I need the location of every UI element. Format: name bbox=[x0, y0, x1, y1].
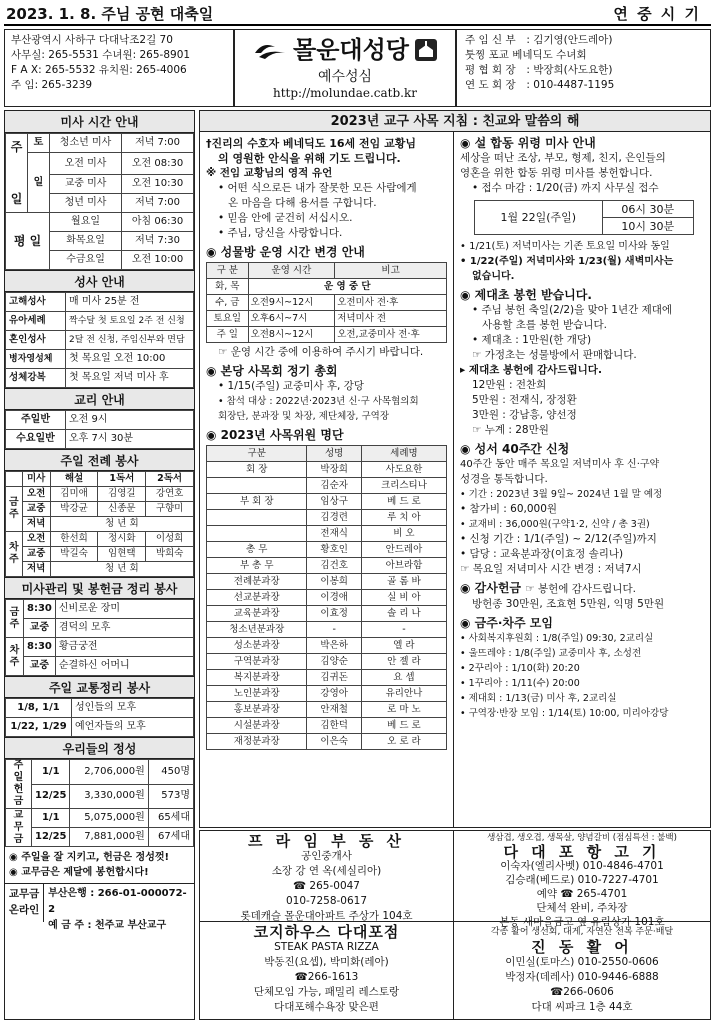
church-contact bbox=[4, 29, 234, 107]
roster-table bbox=[206, 445, 447, 750]
catechism-title: 교리 안내 bbox=[5, 388, 194, 410]
catechism-table: 주일반 오전 9시 수요일반 오후 7시 30분 bbox=[5, 410, 194, 449]
table-row: 노인분과장 강영아 유리안나 bbox=[207, 686, 447, 702]
table-row: 전례분과장 이봉희 골 롬 바 bbox=[207, 574, 447, 590]
table-row: 김경련 루 치 아 bbox=[207, 510, 447, 526]
roster-title: ◉ 2023년 사목위원 명단 bbox=[206, 428, 344, 442]
diocese-theme: 2023년 교구 사목 지침 : 친교와 말씀의 해 bbox=[199, 110, 711, 132]
offering-title: 우리들의 정성 bbox=[5, 737, 194, 759]
table-row: 총 무 황호인 안드레아 bbox=[207, 542, 447, 558]
store-hours-table: 구 분 운영 시간 비고 화, 목 운 영 중 단 수, 금 오전9시~12시 오전미사 전·후 토요일 오후6시~7시 저녁미사 전 주 일 오전8시~12시 오전,교중미사 전·후 bbox=[206, 262, 447, 343]
top-bar bbox=[4, 4, 711, 26]
phone-office: 사무실: 265-5531 수녀원: 265-8901 bbox=[11, 49, 191, 61]
ad-dadaepo-meat: 생삼겹, 생오겹, 생목살, 양념갈비 (점심특선 : 불백) 다 대 포 항 고 기 이숙자(엘리사벳) 010-4846-4701 김승래(베드로) 010-7227-4701 예약 ☎ 265-4701 단체석 완비, 주차장 본동 새마을금고 옆 유림상가 101호 bbox=[454, 830, 711, 922]
meetings-title: ◉ 금주·차주 모임 bbox=[460, 616, 553, 630]
ad-prime-realty: 프 라 임 부 동 산 공인중개사 소장 강 연 옥(세실리아) ☎ 265-0047 010-7258-0617 롯데캐슬 몰운대아파트 주상가 104호 bbox=[199, 830, 454, 922]
meeting-title: ◉ 본당 사목회 정기 총회 bbox=[206, 364, 338, 378]
church-officers: 주 임 신 부 : 김기영(안드레아) 툿찡 포교 베네딕도 수녀회 평 협 회 장 : 박장희(사도요한) 연 도 회 장 : 010-4487-1195 bbox=[456, 29, 711, 107]
table-row: 복지분과장 김귀돈 요 셉 bbox=[207, 670, 447, 686]
church-subtitle: 예수성심 bbox=[317, 68, 373, 85]
flower-title: 미사관리 및 봉헌금 정리 봉사 bbox=[5, 577, 194, 599]
table-row: 홍보분과장 안재철 로 마 노 bbox=[207, 702, 447, 718]
altar-title: 주일 전례 봉사 bbox=[5, 449, 194, 471]
swirl-logo-icon bbox=[253, 39, 287, 61]
liturgical-season: 연 중 시 기 bbox=[613, 5, 701, 23]
address: 부산광역시 사하구 다대낙조2길 70 bbox=[11, 34, 173, 46]
table-row: 회 장 박장희 사도요한 bbox=[207, 462, 447, 478]
table-row: 구역분과장 김양순 안 젤 라 bbox=[207, 654, 447, 670]
table-row: 시설분과장 김한덕 베 드 로 bbox=[207, 718, 447, 734]
table-row: 전재식 비 오 bbox=[207, 526, 447, 542]
store-hours-title: ◉ 성물방 운영 시간 변경 안내 bbox=[206, 245, 365, 259]
altar-candle-title: ◉ 제대초 봉헌 받습니다. bbox=[460, 288, 592, 302]
table-row: 재정분과장 이은숙 오 로 라 bbox=[207, 734, 447, 750]
memorial-mass-title: ◉ 설 합동 위령 미사 안내 bbox=[460, 136, 596, 150]
church-url[interactable]: http://molundae.catb.kr bbox=[272, 85, 418, 100]
sacrament-title: 성사 안내 bbox=[5, 270, 194, 292]
right-column: ◉ 설 합동 위령 미사 안내 세상을 떠난 조상, 부모, 형제, 친지, 은인들의 영혼을 위한 합동 위령 미사를 봉헌합니다. • 접수 마감 : 1/20(금) 까지 사무실 접수 1월 22일(주일) 06시 30분 10시 30분 • 1/21(토) 저녁미사는 기존 토요일 미사와 동일 • 1/22(주일) 저녁미사와 1/23(월) 새벽미사는 없습니다. ◉ 제대초 봉헌 받습니다. • 주님 봉헌 축일(2/2)을 맞아 1년간 제대에 사용할 초를 봉헌 받습니다. • 제대초 : 1만원(한 개당) ☞ 가정초는 성물방에서 판매합니다. ▸ 제대초 봉헌에 감사드립니다. 12만원 : 전찬희 5만원 : 전재식, 장정환 3만원 : 강남흥, 양선정 ☞ 누계 : 28만원 ◉ 성서 40주간 신청 40주간 동안 매주 목요일 저녁미사 후 신·구약 성경을 통독합니다. • 기간 : 2023년 3월 9일~ 2024년 1월 말 예정 • 참가비 : 60,000원 • 교재비 : 36,000원(구약1·2, 신약 / 총 3권) • 신청 기간 : 1/1(주일) ~ 2/12(주일)까지 • 담당 : 교육분과장(이효정 솔리나) ☞ 목요일 저녁미사 시간 변경 : 저녁7시 ◉ 감사헌금 ☞ 봉헌에 감사드립니다. 방헌종 30만원, 조효현 5만원, 익명 5만원 ◉ 금주·차주 모임 • 사회복지후원회 : 1/8(주일) 09:30, 2교리실 • 울뜨레야 : 1/8(주일) 교중미사 후, 소성전 • 2꾸리아 : 1/10(화) 20:20 • 1꾸리아 : 1/11(수) 20:00 • 제대회 : 1/13(금) 미사 후, 2교리실 • 구역장·반장 모임 : 1/14(토) 10:00, 미리아강당 bbox=[454, 132, 711, 828]
memorial-mass-times: 1월 22일(주일) 06시 30분 10시 30분 bbox=[474, 200, 694, 235]
table-row: 성소분과장 박은하 엘 라 bbox=[207, 638, 447, 654]
altar-table: 미사 해설 1독서 2독서 금 주 오전 김미애 김영길 강연호 교중 박강균 신종문 구향미 저녁 청 년 회 차 주 오전 한선희 정시화 이성희 교중 박길숙 임현택 박희숙 저녁 청 년 회 bbox=[5, 471, 194, 577]
flower-table: 금주 8:30 신비로운 장미 교중 겸덕의 모후 차주 8:30 황금궁전 교중 순결하신 어머니 bbox=[5, 599, 194, 676]
table-row: 교육분과장 이효정 솔 리 나 bbox=[207, 606, 447, 622]
church-name: 몰운대성당 bbox=[293, 36, 409, 64]
roster-header: 구분 성명 세례명 bbox=[207, 446, 447, 462]
online-account: 교무금 온라인 부산은행 : 266-01-000072-2 예 금 주 : 천주교 부산교구 bbox=[5, 884, 194, 922]
mass-title: 미사 시간 안내 bbox=[5, 111, 194, 133]
sacrament-table: 고해성사 매 미사 25분 전 유아세례 짝수달 첫 토요일 2주 전 신청 혼인성사 2달 전 신청, 주임신부와 면담 병자영성체 첫 목요일 오전 10:00 성체강복 첫 목요일 저녁 미사 후 bbox=[5, 292, 194, 388]
ad-jindong-fish: 각종 활어 생선회, 대게, 자연산 전복 주문·배달 진 동 활 어 이민실(토마스) 010-2550-0606 박정자(데레사) 010-9446-6888 ☎266-0606 다대 씨파크 1층 44호 bbox=[454, 922, 711, 1020]
thanks-offering-title: ◉ 감사헌금 ☞ 봉헌에 감사드립니다. bbox=[460, 581, 636, 595]
mass-table: 주 일 토 청소년 미사 저녁 7:00 일 오전 미사 오전 08:30 교중 미사 오전 10:30 청년 미사 저녁 7:00 평 일 월요일 아침 06:30 화목요일 저녁 7:30 수금요일 오전 10:00 bbox=[5, 133, 194, 270]
church-logo-block bbox=[234, 29, 456, 107]
phone-pastor: 주 임: 265-3239 bbox=[11, 79, 93, 91]
church-building-icon bbox=[415, 39, 437, 61]
left-column bbox=[4, 110, 195, 1020]
traffic-table: 1/8, 1/1 성인들의 모후 1/22, 1/29 예언자들의 모후 bbox=[5, 698, 194, 737]
table-row: 부 총 무 김건호 아브라함 bbox=[207, 558, 447, 574]
offering-table: 주일 헌금 1/1 2,706,000원 450명 12/25 3,330,000원 573명 교무금 1/1 5,075,000원 65세대 12/25 7,881,000원 67세대 bbox=[5, 759, 194, 847]
bible-study-title: ◉ 성서 40주간 신청 bbox=[460, 442, 570, 456]
table-row: 김순자 크리스티나 bbox=[207, 478, 447, 494]
table-row: 선교분과장 이경애 실 비 아 bbox=[207, 590, 447, 606]
ad-cozy-house: 코지하우스 다대포점 STEAK PASTA RIZZA 박동진(요셉), 박미화(레아) ☎266-1613 단체모임 가능, 패밀리 레스토랑 다대포해수욕장 맞은편 bbox=[199, 922, 454, 1020]
bulletin-date: 2023. 1. 8. 주님 공현 대축일 bbox=[6, 5, 214, 23]
offering-notes: ◉ 주일을 잘 지키고, 헌금은 정성껏! ◉ 교무금은 제달에 봉헌합시다! bbox=[5, 847, 194, 884]
middle-column: †진리의 수호자 베네딕도 16세 전임 교황님 의 영원한 안식을 위해 기도 드립니다. ※ 전임 교황님의 영적 유언 • 어떤 식으로든 내가 잘못한 모든 사람에게 온 마음을 다해 용서를 구합니다. • 믿음 안에 굳건히 서십시오. • 주님, 당신을 사랑합니다. ◉ 성물방 운영 시간 변경 안내 구 분 운영 시간 비고 화, 목 운 영 중 단 수, 금 오전9시~12시 오전미사 전·후 토요일 오후6시~7시 저녁미사 전 주 일 오전8시~12시 오전,교중미사 전·후 ☞ 운영 시간 중에 이용하여 주시기 바랍니다. ◉ 본당 사목회 정기 총회 • 1/15(주일) 교중미사 후, 강당 • 참석 대상 : 2022년·2023년 신·구 사목협의회 회장단, 분과장 및 차장, 제단체장, 구역장 ◉ 2023년 사목위원 명단 구분 성명 세례명 회 장 박장희 사도요한 김순자 크리스티나 부 회 장 임상구 베 드 로 김경련 루 치 아 전재식 비 오 총 무 황호인 안드레아 부 총 무 김건호 아브라함 전례분과장 이봉희 골 롬 바 선교분과장 이경애 실 비 아 교육분과장 이효정 솔 리 나 청소년분과장 - - 성소분과장 박은하 엘 라 구역분과장 김양순 안 젤 라 복지분과장 김귀돈 요 셉 노인분과장 강영아 유리안나 홍보분과장 안재철 로 마 노 시설분과장 김한덕 베 드 로 재정분과장 이은숙 오 로 라 bbox=[199, 132, 454, 828]
table-row: 청소년분과장 - - bbox=[207, 622, 447, 638]
phone-fax: F A X: 265-5532 유치원: 265-4006 bbox=[11, 64, 187, 76]
traffic-title: 주일 교통정리 봉사 bbox=[5, 676, 194, 698]
table-row: 부 회 장 임상구 베 드 로 bbox=[207, 494, 447, 510]
